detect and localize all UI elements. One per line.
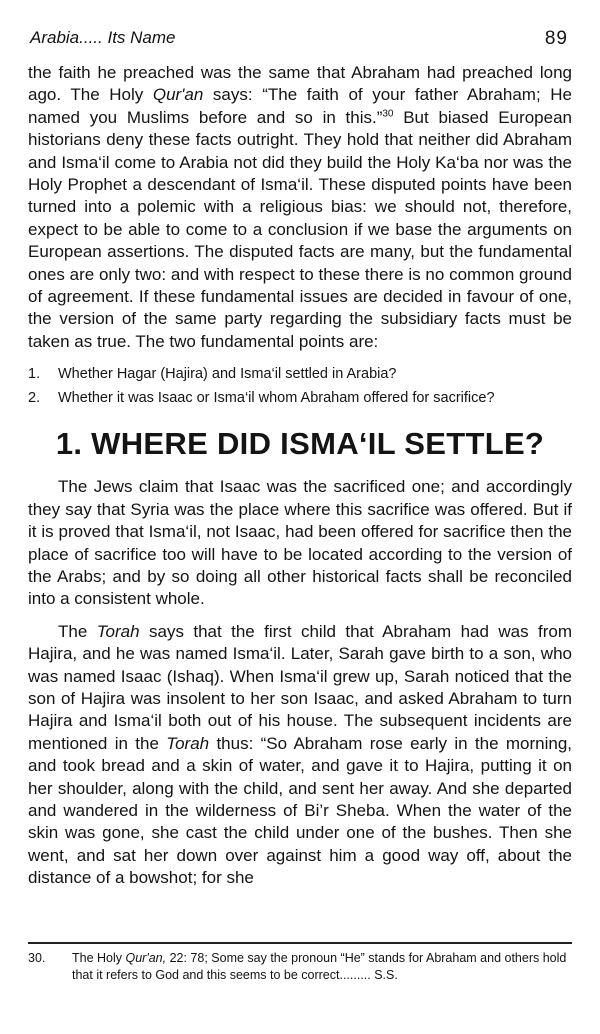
section-heading: 1. WHERE DID ISMA‘IL SETTLE? — [55, 426, 545, 462]
text-run: the faith he preached was the same that Abraham had preached long ago. The Holy — [28, 63, 572, 105]
running-head: Arabia..... Its Name — [30, 28, 176, 47]
list-item — [28, 362, 572, 386]
footnote-number: 30. — [28, 951, 46, 965]
paragraph-continuation — [28, 62, 572, 353]
text-run: says: “The faith of your father Abraham; He named you Muslims before and so in this.” — [28, 85, 572, 127]
footnotes — [28, 942, 572, 984]
paragraph — [28, 621, 572, 890]
text-run: The Holy — [72, 951, 126, 965]
page-number: 89 — [544, 28, 568, 49]
book-page — [28, 0, 572, 1034]
list-number: 1. — [28, 366, 41, 383]
list-text: Whether it was Isaac or Isma‘il whom Abraham offered for sacrifice? — [58, 390, 495, 407]
list-text: Whether Hagar (Hajira) and Isma‘il settled in Arabia? — [58, 366, 397, 383]
italic-term: Torah — [96, 621, 140, 641]
text-run: 22: 78; Some say the pronoun “He” stands for Abraham and others hold that it refers to God and this seems to be correct......... S.S. — [72, 951, 567, 982]
list-number: 2. — [28, 390, 41, 407]
text-run: But biased European historians deny these facts outright. They hold that neither did Abraham and Isma‘il come to Arabia not did they build the Holy Ka‘ba nor was the Holy Prophet a descendant of Isma‘il. These disputed points have been turned into a polemic with a religious bias: we should not, therefore, expect to be able to come to a conclusion if we base the arguments on European assertions. The disputed facts are many, but the fundamental ones are only two: and with respect to these there is no common ground of agreement. If these fundamental issues are decided in favour of one, the version of the same party regarding the subsidiary facts must be taken as true. The two fundamental points are: — [28, 107, 573, 351]
list-item — [28, 386, 572, 410]
italic-term: Qur'an — [152, 85, 204, 105]
footnote-reference[interactable]: 30 — [382, 108, 394, 120]
text-run: The — [58, 621, 97, 641]
text-run: says that the first child that Abraham had was from Hajira, and he was named Isma‘il. Later, Sarah gave birth to a son, who was named Isaac (Ishaq). When Isma‘il grew up, Sarah noticed that the son of Hajira was insolent to her son Isaac, and asked Abraham to turn Hajira and Isma‘il both out of his house. The subsequent incidents are mentioned in the — [28, 621, 572, 753]
text-run: thus: “So Abraham rose early in the morning, and took bread and a skin of water, and gave it to Hajira, putting it on her shoulder, along with the child, and sent her away. And she departed and wandered in the wilderness of Bi’r Sheba. When the water of the skin was gone, she cast the child under one of the bushes. Then she went, and sat her down over against him a good way off, about the distance of a bowshot; for she — [28, 733, 573, 888]
body-text — [28, 62, 572, 890]
paragraph: The Jews claim that Isaac was the sacrificed one; and accordingly they say that Syria was the place where this sacrifice was offered. But if it is proved that Isma‘il, not Isaac, had been offered for sacrifice then the place of sacrifice too will have to be located according to the version of the Arabs; and by so doing all other historical facts shall be reconciled into a consistent whole. — [28, 477, 572, 609]
footnote-text — [72, 950, 572, 984]
italic-term: Torah — [166, 733, 210, 753]
page-header — [30, 28, 572, 52]
italic-term: Qur'an, — [125, 951, 167, 965]
fundamental-points-list — [28, 362, 572, 410]
footnote — [28, 950, 572, 984]
